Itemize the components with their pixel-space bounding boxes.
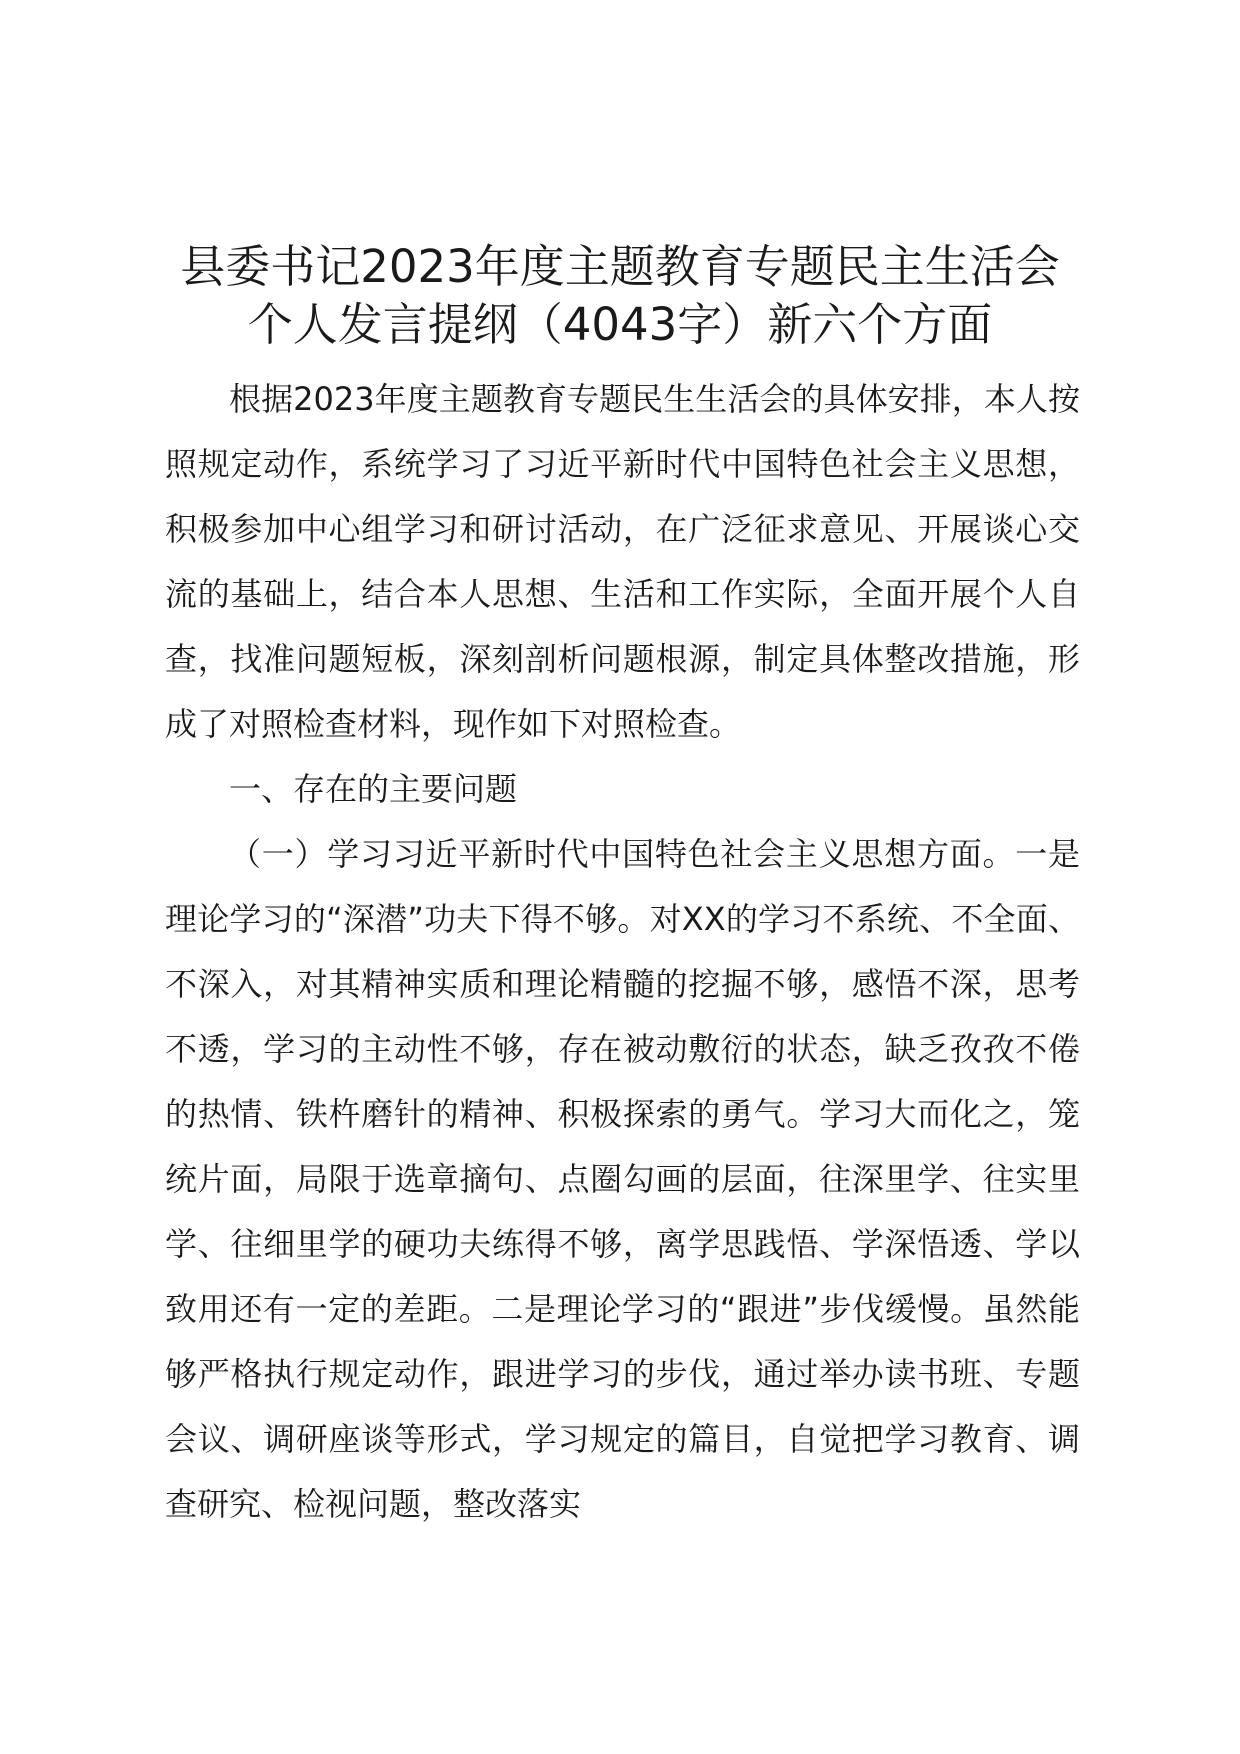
title-line-2: 个人发言提纲（4043字）新六个方面 bbox=[247, 298, 993, 351]
section-heading: 一、存在的主要问题 bbox=[229, 770, 518, 808]
intro-paragraph: 根据2023年度主题教育专题民生生活会的具体安排，本人按照规定动作，系统学习了习近平新时代中国特色社会主义思想，积极参加中心组学习和研讨活动，在广泛征求意见、开展谈心交流的基础上，结合本人思想、生活和工作实际，全面开展个人自查，找准问题短板，深刻剖析问题根源，制定具体整改措施，形成了对照检查材料，现作如下对照检查。 bbox=[165, 380, 1080, 743]
section-paragraph: （一）学习习近平新时代中国特色社会主义思想方面。一是理论学习的“深潜”功夫下得不够。对XX的学习不系统、不全面、不深入，对其精神实质和理论精髓的挖掘不够，感悟不深，思考不透，学习的主动性不够，存在被动敷衍的状态，缺乏孜孜不倦的热情、铁杵磨针的精神、积极探索的勇气。学习大而化之，笼统片面，局限于选章摘句、点圈勾画的层面，往深里学、往实里学、往细里学的硬功夫练得不够，离学思践悟、学深悟透、学以致用还有一定的差距。二是理论学习的“跟进”步伐缓慢。虽然能够严格执行规定动作，跟进学习的步伐，通过举办读书班、专题会议、调研座谈等形式，学习规定的篇目，自觉把学习教育、调查研究、检视问题，整改落实 bbox=[165, 835, 1080, 1523]
title-line-1: 县委书记2023年度主题教育专题民主生活会 bbox=[180, 240, 1060, 293]
document-title bbox=[150, 238, 1090, 354]
document-body bbox=[165, 367, 1080, 1537]
